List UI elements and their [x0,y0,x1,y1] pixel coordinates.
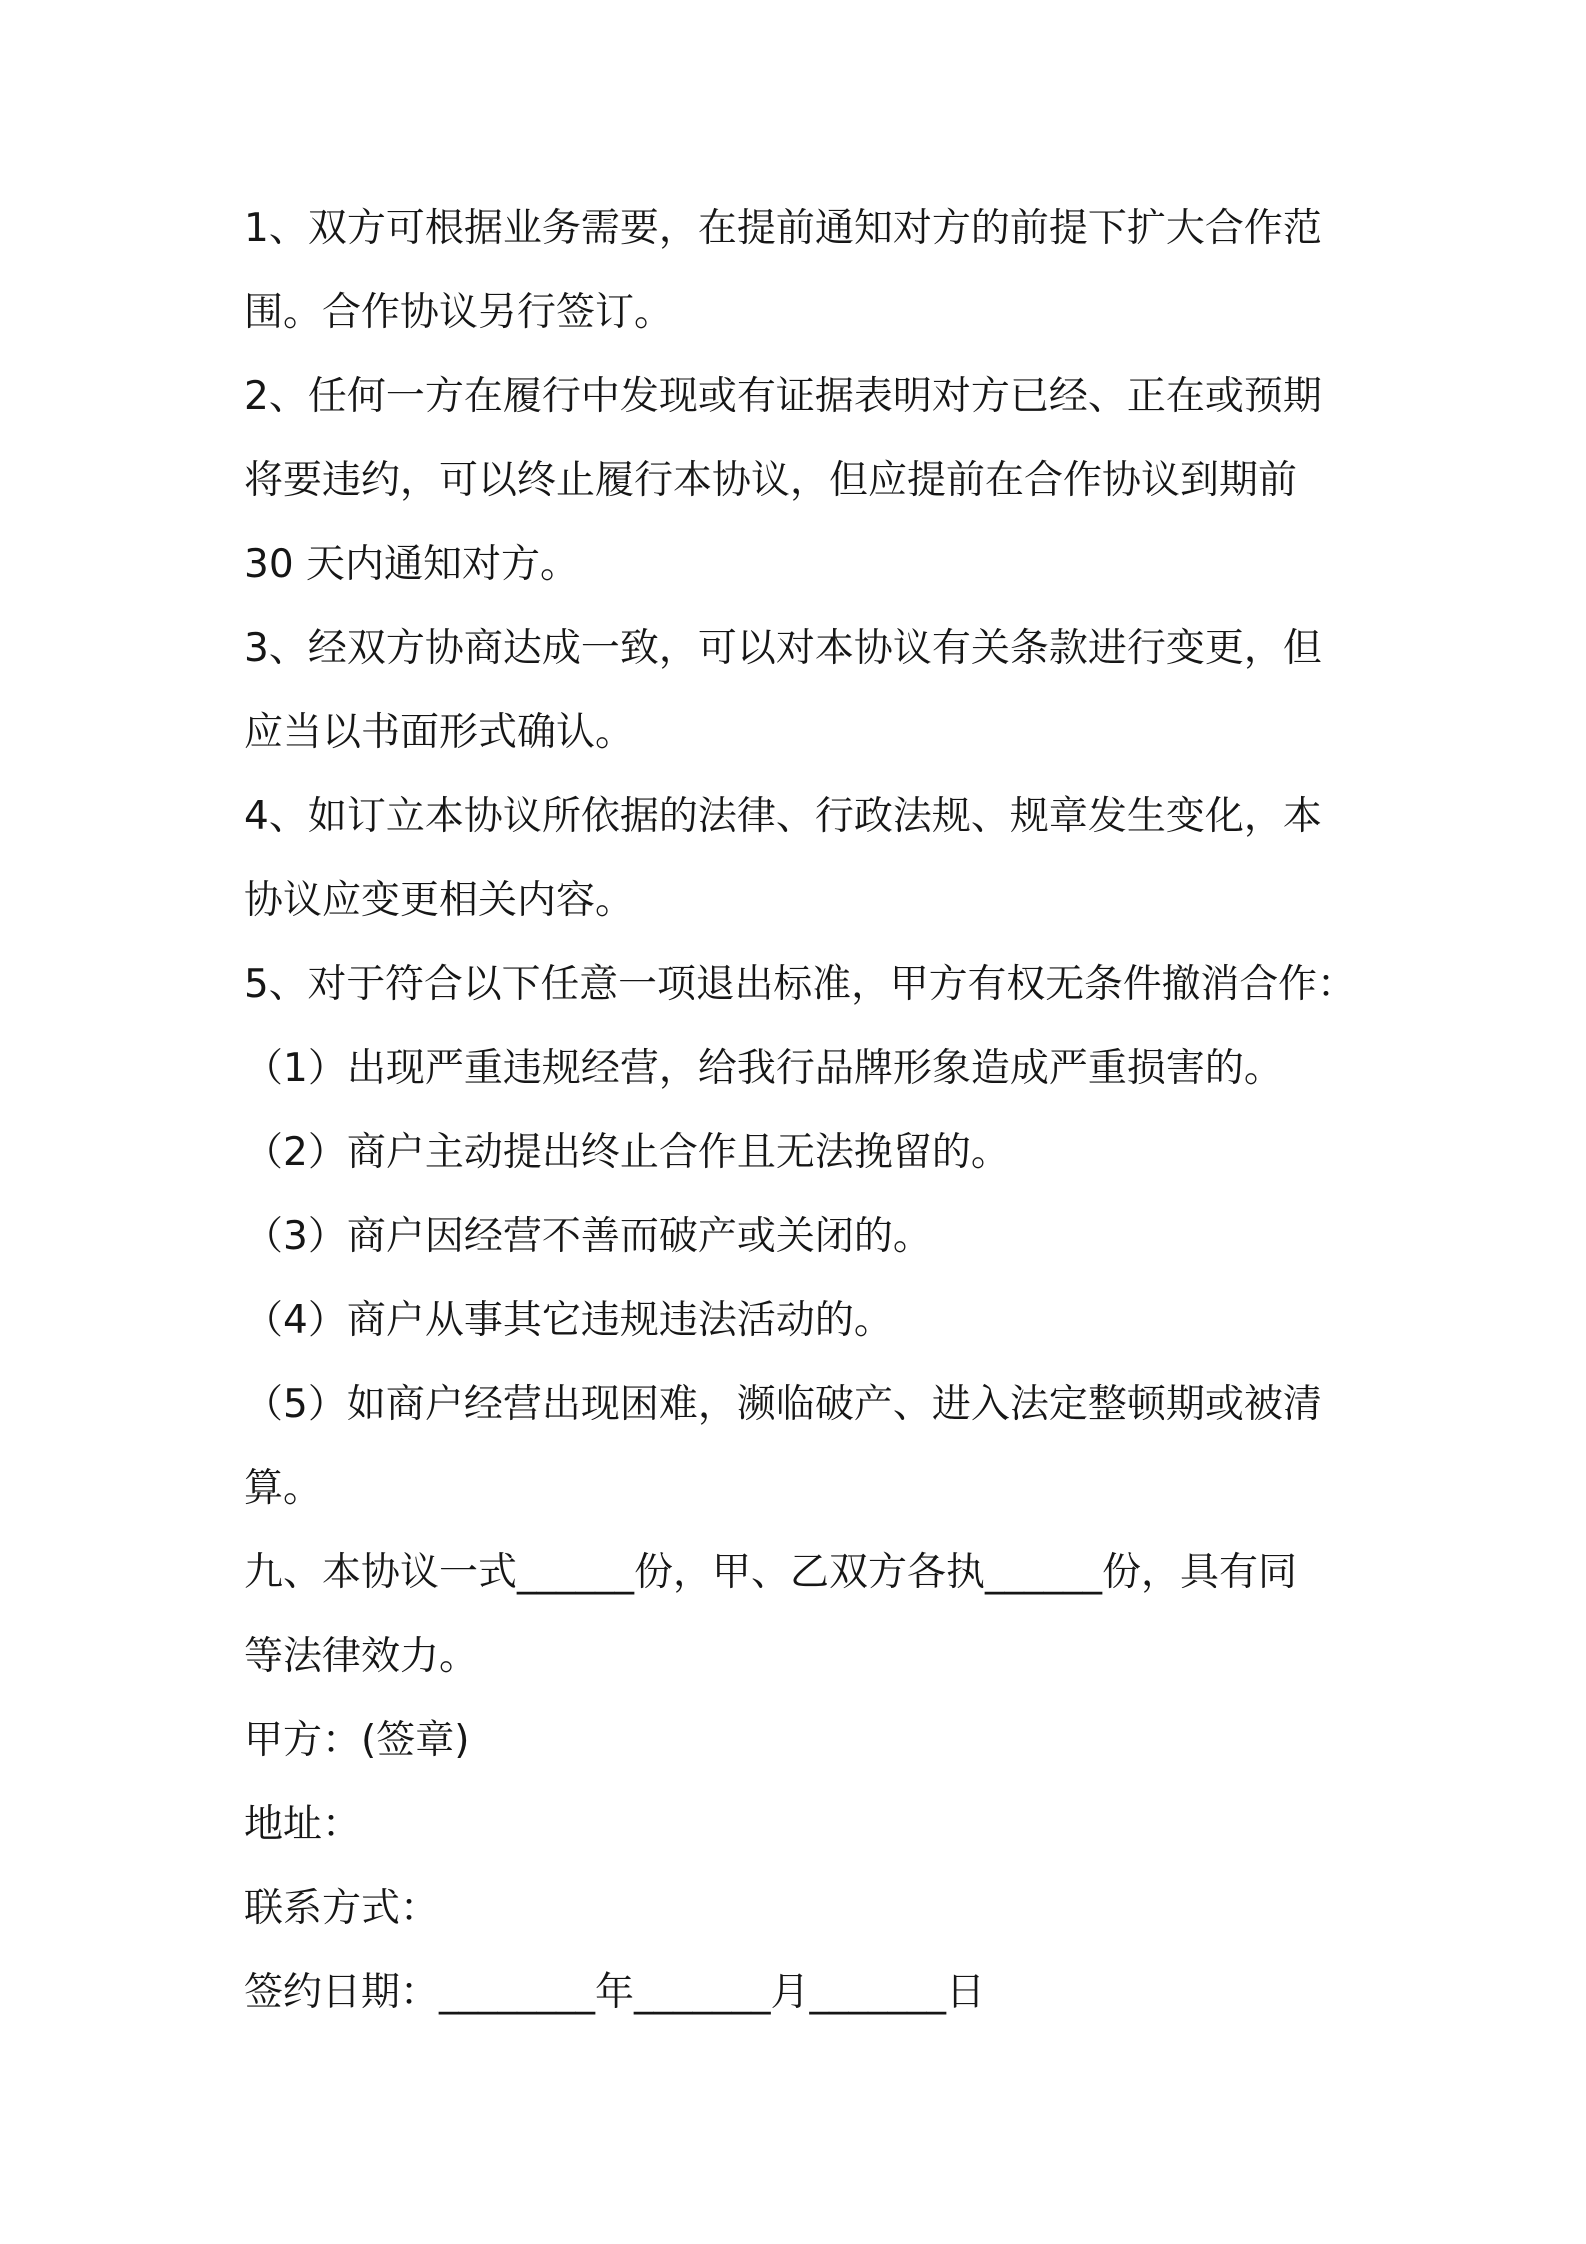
exit-item-2: （2）商户主动提出终止合作且无法挽留的。 [244,1130,1010,1175]
clause-1-line-2: 围。合作协议另行签订。 [244,290,674,335]
clause-2-line-1: 2、任何一方在履行中发现或有证据表明对方已经、正在或预期 [244,374,1322,419]
clause-9-line-1: 九、本协议一式______份，甲、乙双方各执______份，具有同 [244,1550,1298,1595]
contact-label: 联系方式： [244,1886,440,1931]
exit-item-3: （3）商户因经营不善而破产或关闭的。 [244,1214,932,1259]
exit-item-5-line-1: （5）如商户经营出现困难，濒临破产、进入法定整顿期或被清 [244,1382,1322,1427]
clause-2-line-3: 30 天内通知对方。 [244,542,580,587]
address-label: 地址： [244,1802,362,1847]
clause-3-line-1: 3、经双方协商达成一致，可以对本协议有关条款进行变更，但 [244,626,1322,671]
clause-4-line-1: 4、如订立本协议所依据的法律、行政法规、规章发生变化，本 [244,794,1322,839]
clause-2-line-2: 将要违约，可以终止履行本协议，但应提前在合作协议到期前 [244,458,1298,503]
clause-3-line-2: 应当以书面形式确认。 [244,710,635,755]
exit-item-5-line-2: 算。 [244,1466,323,1511]
party-a-signature-label: 甲方：(签章) [244,1718,470,1763]
clause-1-line-1: 1、双方可根据业务需要，在提前通知对方的前提下扩大合作范 [244,206,1322,251]
signing-date-label: 签约日期：________年_______月_______日 [244,1970,986,2015]
exit-item-4: （4）商户从事其它违规违法活动的。 [244,1298,893,1343]
clause-9-line-2: 等法律效力。 [244,1634,479,1679]
clause-4-line-2: 协议应变更相关内容。 [244,878,635,923]
exit-item-1: （1）出现严重违规经营，给我行品牌形象造成严重损害的。 [244,1046,1283,1091]
clause-5-intro: 5、对于符合以下任意一项退出标准，甲方有权无条件撤消合作： [244,962,1356,1007]
